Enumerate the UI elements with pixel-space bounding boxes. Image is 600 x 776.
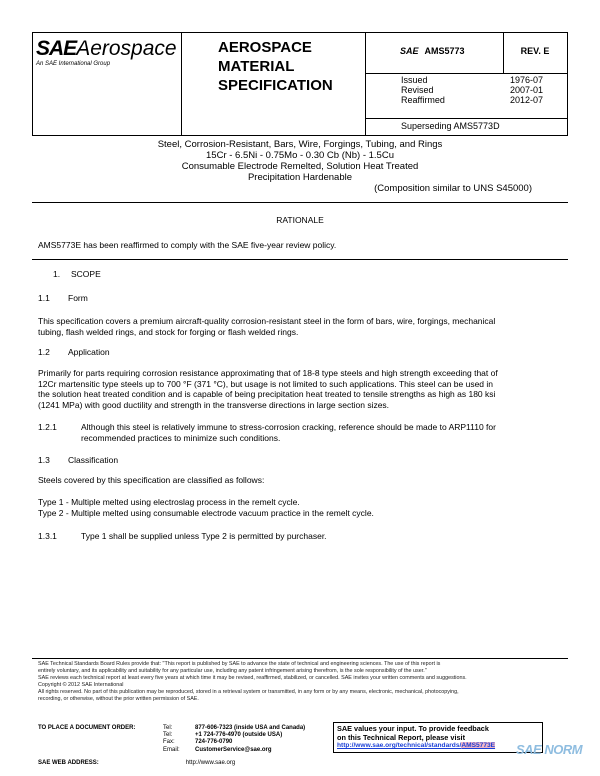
rationale-text: AMS5773E has been reaffirmed to comply with the SAE five-year review policy.: [38, 240, 337, 250]
rationale-heading: RATIONALE: [276, 215, 324, 225]
superseding-note: Superseding AMS5773D: [401, 121, 500, 131]
document-subject: Steel, Corrosion-Resistant, Bars, Wire, Forgings, Tubing, and Rings 15Cr - 6.5Ni - 0.75Mo - 0.30 Cb (Nb) - 1.5Cu Consumable Electrode Remelted, Solution Heat Treated Precipitation Hardenable (Composition similar to UNS S45000): [157, 139, 532, 194]
revision-label: REV. E: [520, 46, 550, 56]
section-application-heading: 1.2 Application: [38, 347, 110, 357]
section-1-2-1: 1.2.1 Although this steel is relatively immune to stress-corrosion cracking, reference should be made to ARP1110 for recommended practices to minimize such conditions.: [38, 422, 496, 443]
logo-tagline: An SAE International Group: [36, 61, 111, 67]
dates-block: Issued 1976-07 Revised 2007-01 Reaffirmed 2012-07: [401, 75, 543, 105]
type-list: [38, 497, 374, 518]
feedback-box: SAE values your input. To provide feedback on this Technical Report, please visit http://www.sae.org/technical/standards/AMS5773E: [333, 722, 543, 753]
section-1-3-1: 1.3.1 Type 1 shall be supplied unless Type 2 is permitted by purchaser.: [38, 531, 327, 541]
section-classification-heading: 1.3 Classification: [38, 455, 119, 465]
divider: [365, 118, 567, 119]
type-1-item: Type 1 - Multiple melted using electroslag process in the remelt cycle.: [38, 497, 300, 507]
email-link[interactable]: CustomerService@sae.org: [195, 746, 272, 753]
web-link[interactable]: http://www.sae.org: [185, 760, 236, 766]
type-2-item: Type 2 - Multiple melted using consumable electrode vacuum practice in the remelt cycle.: [38, 507, 374, 518]
sae-norm-watermark: SAE NORM: [516, 742, 583, 757]
section-scope-heading: 1. SCOPE: [53, 269, 101, 279]
sae-aerospace-logo: SAEAerospace An SAE International Group: [36, 38, 224, 67]
feedback-link[interactable]: http://www.sae.org/technical/standards/AMS5773E: [337, 742, 496, 750]
section-classification-text: Steels covered by this specification are classified as follows:: [38, 475, 265, 485]
section-form-heading: 1.1 Form: [38, 293, 88, 303]
divider-line: [32, 259, 568, 260]
divider-line: [32, 658, 568, 659]
document-number: SAE AMS5773: [400, 46, 465, 56]
section-form-text: This specification covers a premium aircraft-quality corrosion-resistant steel in the form of bars, wire, forgings, mechanical tubing, flash welded rings, and stock for forging or flash welded rings.: [38, 316, 496, 337]
document-type-title: AEROSPACE MATERIAL SPECIFICATION: [218, 39, 333, 94]
order-contact-block: TO PLACE A DOCUMENT ORDER: Tel: 877-606-7323 (inside USA and Canada) Tel: +1 724-776-4970 (outside USA) Fax: 724-776-0790 Email: CustomerService@sae.org: [38, 725, 306, 753]
divider-line: [32, 202, 568, 203]
section-application-text: Primarily for parts requiring corrosion resistance approximating that of 18-8 type steels and high strength exceeding that of 12Cr martensitic type steels up to 700 °F (371 °C), but usage is not limited to such applications. This steel can be used in the solution heat treated condition and is capable of being precipitation heat treated to tensile strengths as high as 180 ksi (1241 MPa) with good ductility and strength in the transverse directions in large section sizes.: [38, 368, 498, 410]
web-address: SAE WEB ADDRESS: http://www.sae.org: [38, 760, 236, 766]
legal-notes: SAE Technical Standards Board Rules provide that: "This report is published by SAE to advance the state of technical and engineering sciences. The use of this report is entirely voluntary, and its applicability and suitability for any particular use, including any patent infringement arising therefrom, is the sole responsibility of the user." SAE reviews each technical report at least every five years at which time it may be revised, reaffirmed, stabilized, or cancelled. SAE invites your written comments and suggestions. Copyright © 2012 SAE International All rights reserved. No part of this publication may be reproduced, stored in a retrieval system or transmitted, in any form or by any means, electronic, mechanical, photocopying, recording, or otherwise, without the prior written permission of SAE.: [38, 661, 467, 702]
